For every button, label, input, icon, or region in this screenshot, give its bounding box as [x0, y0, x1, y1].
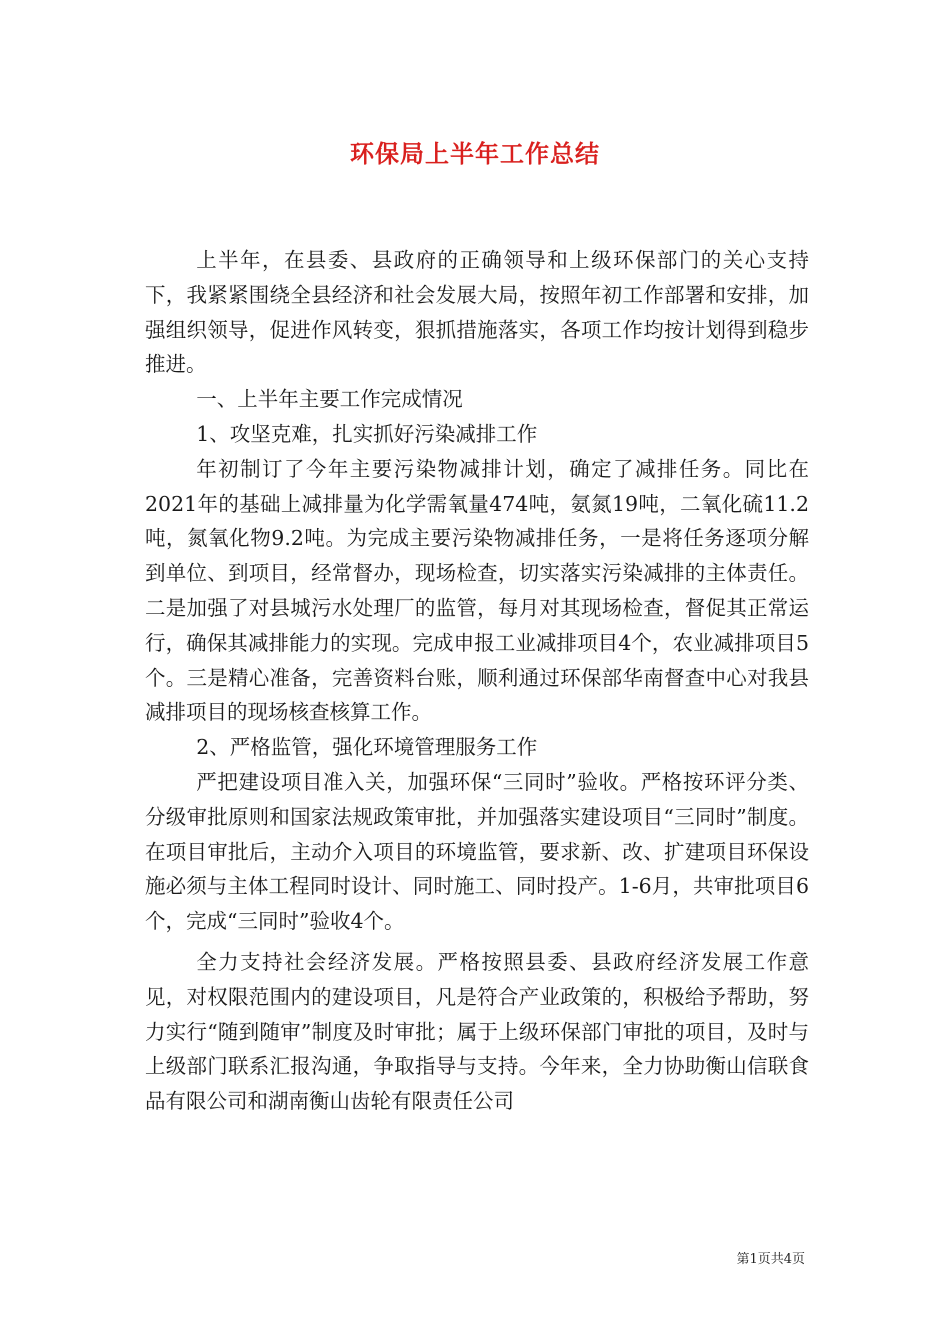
paragraph-emission-reduction: 年初制订了今年主要污染物减排计划，确定了减排任务。同比在2021年的基础上减排量为化学需氧量474吨，氨氮19吨，二氧化硫11.2吨，氮氧化物9.2吨。为完成主要污染物减排任务，一是将任务逐项分解到单位、到项目，经常督办，现场检查，切实落实污染减排的主体责任。二是加强了对县城污水处理厂的监管，每月对其现场检查，督促其正常运行，确保其减排能力的实现。完成申报工业减排项目4个，农业减排项目5个。三是精心准备，完善资料台账，顺利通过环保部华南督查中心对我县减排项目的现场核查核算工作。 [145, 456, 809, 725]
section-heading-1: 一、上半年主要工作完成情况 [196, 387, 463, 412]
paragraph-economic-support: 全力支持社会经济发展。严格按照县委、县政府经济发展工作意见，对权限范围内的建设项目，凡是符合产业政策的，积极给予帮助，努力实行“随到随审”制度及时审批；属于上级环保部门审批的项目，及时与上级部门联系汇报沟通，争取指导与支持。今年来，全力协助衡山信联食品有限公司和湖南衡山齿轮有限责任公司 [145, 949, 809, 1114]
document-title: 环保局上半年工作总结 [350, 139, 600, 168]
subsection-heading-2: 2、严格监管，强化环境管理服务工作 [196, 735, 538, 760]
page-number: 第1页共4页 [736, 1252, 805, 1267]
document-body [145, 243, 809, 1119]
paragraph-intro: 上半年，在县委、县政府的正确领导和上级环保部门的关心支持下，我紧紧围绕全县经济和社会发展大局，按照年初工作部署和安排，加强组织领导，促进作风转变，狠抓措施落实，各项工作均按计划得到稳步推进。 [145, 248, 809, 377]
subsection-heading-1: 1、攻坚克难，扎实抓好污染减排工作 [196, 421, 538, 446]
paragraph-project-approval: 严把建设项目准入关，加强环保“三同时”验收。严格按环评分类、分级审批原则和国家法规政策审批，并加强落实建设项目“三同时”制度。在项目审批后，主动介入项目的环境监管，要求新、改、扩建项目环保设施必须与主体工程同时设计、同时施工、同时投产。1-6月，共审批项目6个，完成“三同时”验收4个。 [145, 769, 809, 934]
